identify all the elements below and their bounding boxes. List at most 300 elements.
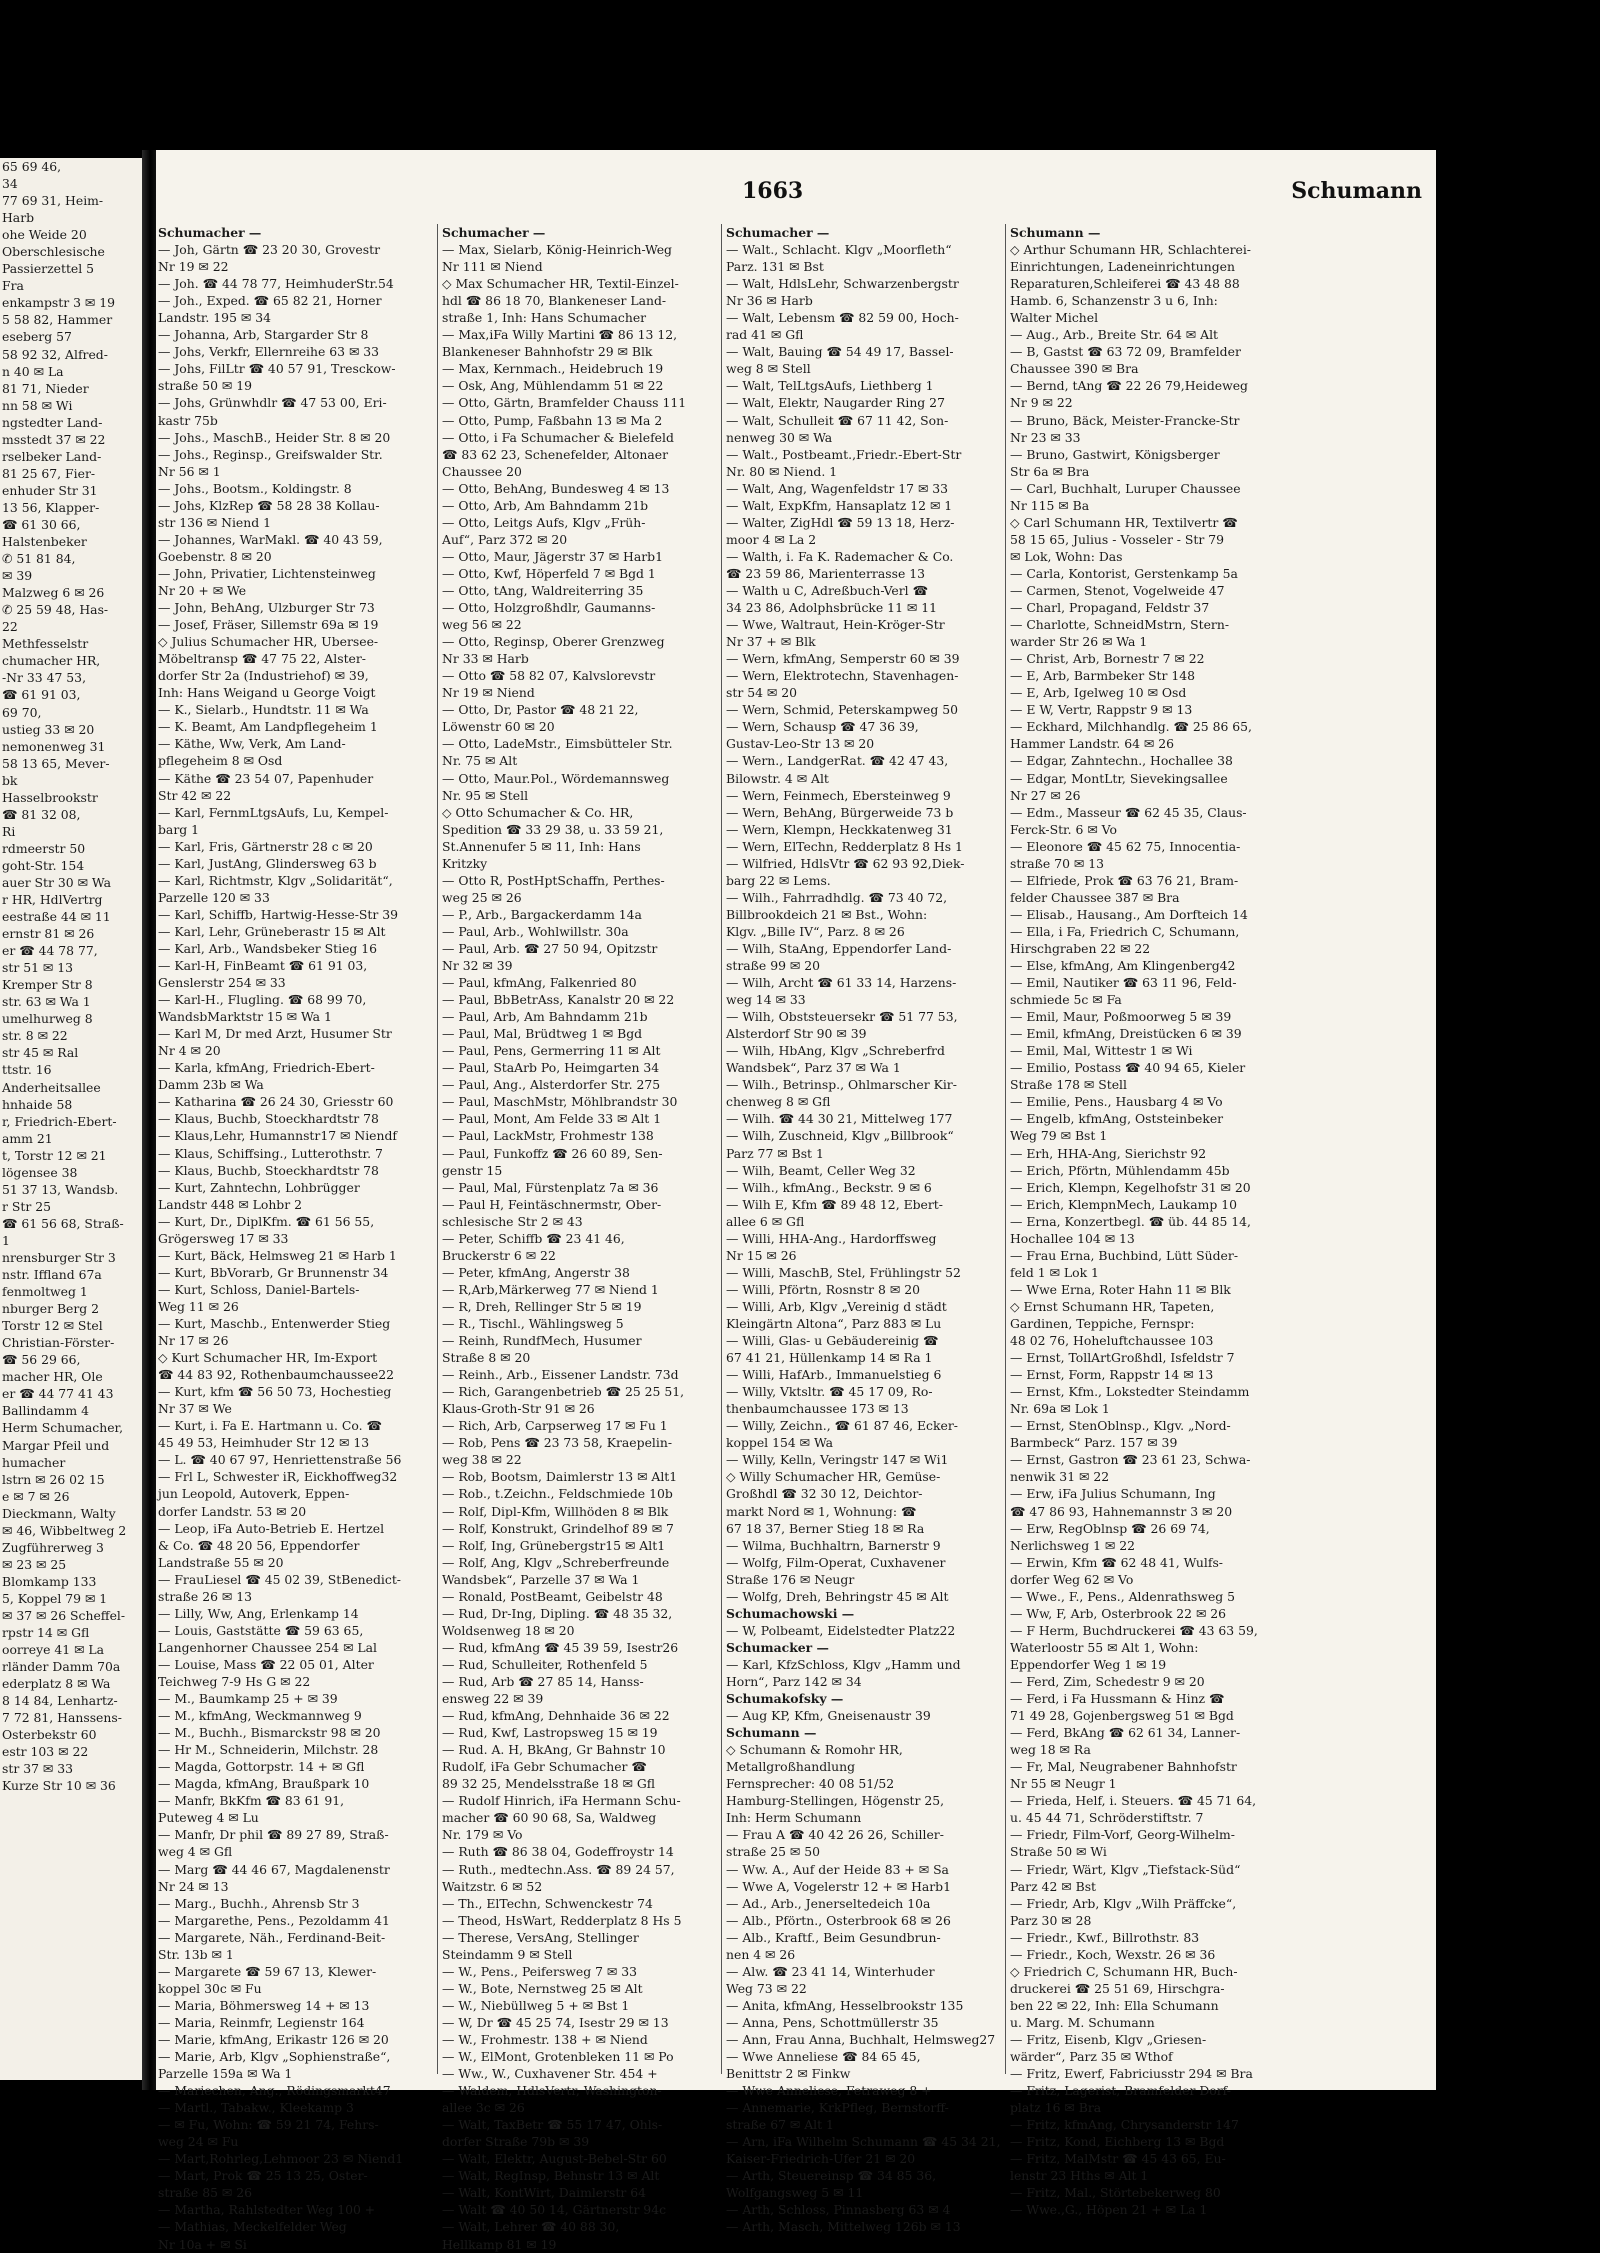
directory-entry-line: — Maria, Reinmfr, Legienstr 164	[158, 2014, 365, 2030]
directory-entry-line: — Willi, HafArb., Immanuelstieg 6	[726, 1367, 942, 1383]
directory-entry-line: — Arn, iFa Wilhelm Schumann ☎ 45 34 21,	[726, 2134, 1001, 2150]
directory-entry-line: — Walt, Elektr, August-Bebel-Str 60	[442, 2151, 667, 2167]
strip-line: lstrn ✉ 26 02 15	[2, 1471, 105, 1487]
directory-entry-line: — Walt., Postbeamt.,Friedr.-Ebert-Str	[726, 446, 962, 462]
directory-entry-line: — Karl, FernmLtgsAufs, Lu, Kempel-	[158, 804, 389, 820]
directory-page	[156, 150, 1436, 2252]
directory-entry-line: — Rud, Schulleiter, Rothenfeld 5	[442, 1656, 648, 1672]
directory-entry-line: — Fritz, kfmAng, Chrysanderstr 147	[1010, 2117, 1239, 2133]
directory-entry-line: Horn“, Parz 142 ✉ 34	[726, 1673, 862, 1689]
directory-entry-line: u. Marg. M. Schumann	[1010, 2014, 1155, 2030]
strip-line: Margar Pfeil und	[2, 1437, 110, 1453]
directory-entry-line: Puteweg 4 ✉ Lu	[158, 1810, 259, 1826]
strip-line: Blomkamp 133	[2, 1573, 97, 1589]
directory-entry-line: Genslerstr 254 ✉ 33	[158, 975, 286, 991]
strip-line: Passierzettel 5	[2, 261, 95, 277]
directory-entry-line: Kleingärtn Altona“, Parz 883 ✉ Lu	[726, 1316, 942, 1331]
directory-entry-line: — Rolf, Ing, Grünebergstr15 ✉ Alt1	[442, 1537, 666, 1553]
directory-entry-line: warder Str 26 ✉ Wa 1	[1010, 634, 1148, 650]
directory-entry-line: — Ruth ☎ 86 38 04, Godeffroystr 14	[442, 1844, 674, 1860]
directory-entry-line: — Otto, Maur, Jägerstr 37 ✉ Harb1	[442, 548, 663, 564]
directory-entry-line: — Wilh., Betrinsp., Ohlmarscher Kir-	[726, 1077, 957, 1093]
directory-entry-line: Ferck-Str. 6 ✉ Vo	[1010, 821, 1117, 837]
strip-line: r, Friedrich-Ebert-	[2, 1113, 117, 1129]
directory-entry-line: ◇ Otto Schumacher & Co. HR,	[442, 804, 634, 820]
directory-entry-line: — Martha, Rahlstedter Weg 100 +	[158, 2202, 376, 2218]
directory-entry-line: — Edgar, Zahntechn., Hochallee 38	[1010, 753, 1233, 769]
strip-line: 7 72 81, Hanssens-	[2, 1710, 122, 1726]
strip-line: 34	[2, 176, 18, 192]
directory-entry-line: — Alb., Kraftf., Beim Gesundbrun-	[726, 1929, 941, 1945]
directory-entry-line: Landstr. 195 ✉ 34	[158, 310, 271, 326]
strip-line: Hasselbrookstr	[2, 789, 98, 805]
directory-entry-line: dorfer Straße 79b ✉ 39	[442, 2134, 590, 2150]
directory-entry-line: Langenhorner Chaussee 254 ✉ Lal	[158, 1639, 378, 1655]
directory-entry-line: 71 49 28, Gojenbergsweg 51 ✉ Bgd	[1010, 1708, 1234, 1724]
directory-entry-line: schmiede 5c ✉ Fa	[1010, 992, 1122, 1008]
directory-entry-line: — Magda, kfmAng, Braußpark 10	[158, 1776, 370, 1792]
directory-entry-line: Alsterdorf Str 90 ✉ 39	[726, 1026, 867, 1042]
strip-line: ✉ 46, Wibbeltweg 2	[2, 1522, 127, 1538]
directory-entry-line: genstr 15	[442, 1162, 503, 1178]
directory-entry-line: — Otto, Reginsp, Oberer Grenzweg	[442, 634, 665, 650]
directory-entry-line: Nr 111 ✉ Niend	[442, 259, 543, 275]
directory-entry-line: — Wern, ElTechn, Redderplatz 8 Hs 1	[726, 838, 963, 854]
directory-entry-line: — Th., ElTechn, Schwenckestr 74	[442, 1895, 653, 1911]
directory-entry-line: Wandsbek“, Parz 37 ✉ Wa 1	[726, 1060, 901, 1076]
directory-entry-line: — M., Buchh., Bismarckstr 98 ✉ 20	[158, 1725, 381, 1741]
strip-line: eseberg 57	[2, 329, 72, 345]
directory-entry-line: — Friedr., Kwf., Billrothstr. 83	[1010, 1929, 1200, 1945]
directory-entry-line: straße 25 ✉ 50	[726, 1844, 820, 1860]
entry-columns	[156, 224, 1436, 2252]
strip-line: Dieckmann, Walty	[2, 1505, 116, 1521]
left-page-strip	[0, 158, 142, 2080]
directory-entry-line: — Wilh. ☎ 44 30 21, Mittelweg 177	[726, 1111, 953, 1127]
page-header	[156, 178, 1436, 218]
directory-entry-line: Bruckerstr 6 ✉ 22	[442, 1247, 556, 1263]
directory-entry-line: — Josef, Fräser, Sillemstr 69a ✉ 19	[158, 617, 379, 633]
strip-line: ✉ 39	[2, 568, 33, 584]
directory-entry-line: Möbeltransp ☎ 47 75 22, Alster-	[158, 651, 366, 667]
directory-entry-line: — Emilio, Postass ☎ 40 94 65, Kieler	[1010, 1060, 1246, 1076]
directory-entry-line: — Walt, ExpKfm, Hansaplatz 12 ✉ 1	[726, 497, 953, 513]
directory-entry-line: chenweg 8 ✉ Gfl	[726, 1094, 831, 1110]
strip-line: rselbeker Land-	[2, 448, 102, 464]
directory-entry-line: Walter Michel	[1010, 310, 1099, 326]
directory-entry-line: — Kurt, kfm ☎ 56 50 73, Hochestieg	[158, 1384, 392, 1400]
directory-entry-line: — Klaus, Buchb, Stoeckhardtstr 78	[158, 1162, 379, 1178]
directory-entry-line: Nr 20 + ✉ We	[158, 582, 247, 598]
directory-entry-line: kastr 75b	[158, 412, 218, 428]
directory-entry-line: Nr 23 ✉ 33	[1010, 429, 1081, 445]
strip-line: r HR, HdlVertrg	[2, 892, 103, 908]
directory-entry-line: ensweg 22 ✉ 39	[442, 1691, 544, 1707]
strip-line: r Str 25	[2, 1198, 51, 1214]
directory-entry-line: Str. 13b ✉ 1	[158, 1946, 234, 1962]
directory-entry-line: — W., Frohmestr. 138 + ✉ Niend	[442, 2031, 648, 2047]
directory-entry-line: Eppendorfer Weg 1 ✉ 19	[1010, 1656, 1167, 1672]
directory-entry-line: — Karl, Lehr, Grüneberastr 15 ✉ Alt	[158, 923, 386, 939]
directory-entry-line: Schumacher —	[726, 225, 830, 240]
directory-entry-line: — Karla, kfmAng, Friedrich-Ebert-	[158, 1060, 375, 1076]
directory-entry-line: — Erich, Pförtn, Mühlendamm 45b	[1010, 1162, 1230, 1178]
strip-line: umelhurweg 8	[2, 1011, 93, 1027]
directory-entry-line: — Otto, Leitgs Aufs, Klgv „Früh-	[442, 514, 646, 530]
directory-entry-line: & Co. ☎ 48 20 56, Eppendorfer	[158, 1537, 360, 1553]
directory-entry-line: Teichweg 7-9 Hs G ✉ 22	[158, 1673, 311, 1689]
directory-entry-line: — Emil, Maur, Poßmoorweg 5 ✉ 39	[1010, 1009, 1232, 1025]
directory-entry-line: Schumann —	[1010, 225, 1101, 240]
directory-entry-line: ◇ Carl Schumann HR, Textilvertr ☎	[1010, 514, 1238, 530]
strip-line: nn 58 ✉ Wi	[2, 397, 73, 413]
directory-entry-line: — Hr M., Schneiderin, Milchstr. 28	[158, 1742, 379, 1758]
directory-entry-line: — Walt, TaxBetr ☎ 55 17 47, Ohls-	[442, 2117, 663, 2133]
directory-entry-line: — Rud, Arb ☎ 27 85 14, Hanss-	[442, 1673, 644, 1689]
directory-entry-line: — Edm., Masseur ☎ 62 45 35, Claus-	[1010, 804, 1247, 820]
directory-entry-line: Wolfgangsweg 5 ✉ 11	[726, 2185, 864, 2201]
directory-entry-line: — Karl-H., Flugling. ☎ 68 99 70,	[158, 992, 367, 1008]
directory-entry-line: — Otto, Holzgroßhdlr, Gaumanns-	[442, 600, 656, 616]
directory-entry-line: — W, Dr ☎ 45 25 74, Isestr 29 ✉ 13	[442, 2014, 669, 2030]
directory-entry-line: — FrauLiesel ☎ 45 02 39, StBenedict-	[158, 1571, 401, 1587]
directory-entry-line: dorfer Landstr. 53 ✉ 20	[158, 1503, 307, 1519]
directory-entry-line: straße 99 ✉ 20	[726, 958, 820, 974]
directory-entry-line: — Wwe Erna, Roter Hahn 11 ✉ Blk	[1010, 1281, 1231, 1297]
directory-entry-line: Metallgroßhandlung	[726, 1759, 856, 1775]
directory-entry-line: Billbrookdeich 21 ✉ Bst., Wohn:	[726, 906, 928, 922]
strip-line: 58 13 65, Mever-	[2, 755, 110, 771]
directory-entry-line: — Wern, BehAng, Bürgerweide 73 b	[726, 804, 954, 820]
directory-entry-line: — Walt, Elektr, Naugarder Ring 27	[726, 395, 945, 411]
directory-entry-line: — Karl, KfzSchloss, Klgv „Hamm und	[726, 1656, 961, 1672]
directory-entry-line: — Frau Erna, Buchbind, Lütt Süder-	[1010, 1247, 1239, 1263]
strip-line: Kremper Str 8	[2, 977, 93, 993]
directory-entry-line: — Frau A ☎ 40 42 26 26, Schiller-	[726, 1827, 944, 1843]
directory-entry-line: Nr 10a + ✉ Si	[158, 2236, 247, 2252]
directory-entry-line: ☎ 23 59 86, Marienterrasse 13	[726, 565, 926, 581]
directory-entry-line: — Wern, Elektrotechn, Stavenhagen-	[726, 668, 959, 684]
directory-entry-line: — Bruno, Gastwirt, Königsberger	[1010, 446, 1220, 462]
directory-entry-line: Nr 19 ✉ Niend	[442, 685, 535, 701]
directory-entry-line: — Edgar, MontLtr, Sievekingsallee	[1010, 770, 1228, 786]
strip-line: nstr. Iffland 67a	[2, 1267, 102, 1283]
directory-entry-line: — Johs, Grünwhdlr ☎ 47 53 00, Eri-	[158, 395, 387, 411]
strip-line: ☎ 81 32 08,	[2, 806, 81, 822]
directory-entry-line: ◇ Schumann & Romohr HR,	[726, 1742, 903, 1758]
directory-entry-line: — Leop, iFa Auto-Betrieb E. Hertzel	[158, 1520, 385, 1536]
strip-line: ✆ 25 59 48, Has-	[2, 602, 109, 618]
directory-entry-line: — Erna, Konzertbegl. ☎ üb. 44 85 14,	[1010, 1213, 1251, 1229]
directory-entry-line: — Katharina ☎ 26 24 30, Griesstr 60	[158, 1094, 394, 1110]
directory-entry-line: St.Annenufer 5 ✉ 11, Inh: Hans	[442, 838, 641, 854]
directory-entry-line: — Alb., Pförtn., Osterbrook 68 ✉ 26	[726, 1912, 951, 1928]
directory-entry-line: — Karl, Richtmstr, Klgv „Solidarität“,	[158, 872, 393, 888]
directory-entry-line: ◇ Max Schumacher HR, Textil-Einzel-	[442, 276, 679, 292]
directory-entry-line: — Willi, Glas- u Gebäudereinig ☎	[726, 1333, 939, 1349]
directory-entry-line: Hamburg-Stellingen, Högenstr 25,	[726, 1793, 945, 1809]
strip-line: t, Torstr 12 ✉ 21	[2, 1147, 107, 1163]
directory-entry-line: — Ernst, StenOblnsp., Klgv. „Nord-	[1010, 1418, 1231, 1434]
directory-entry-line: Str 42 ✉ 22	[158, 787, 232, 803]
directory-entry-line: — W., Pens., Peifersweg 7 ✉ 33	[442, 1963, 637, 1979]
directory-entry-line: — Otto, Maur.Pol., Wördemannsweg	[442, 770, 670, 786]
directory-entry-line: Parz 42 ✉ Bst	[1010, 1878, 1097, 1894]
directory-entry-line: — Mart, Prok ☎ 25 13 25, Oster-	[158, 2168, 368, 2184]
directory-entry-line: — Kurt, BbVorarb, Gr Brunnenstr 34	[158, 1264, 389, 1280]
directory-entry-line: — Paul, Mal, Brüdtweg 1 ✉ Bgd	[442, 1026, 643, 1042]
directory-entry-line: Schumacher —	[158, 225, 262, 240]
directory-entry-line: straße 85 ✉ 26	[158, 2185, 252, 2201]
directory-entry-line: — Joh., Exped. ☎ 65 82 21, Horner	[158, 293, 382, 309]
directory-entry-line: 67 41 21, Hüllenkamp 14 ✉ Ra 1	[726, 1350, 933, 1366]
directory-entry-line: — Paul, MaschMstr, Möhlbrandstr 30	[442, 1094, 678, 1110]
directory-entry-line: — E, Arb, Igelweg 10 ✉ Osd	[1010, 685, 1187, 701]
directory-entry-line: Auf“, Parz 372 ✉ 20	[442, 531, 568, 547]
directory-entry-line: Parzelle 159a ✉ Wa 1	[158, 2066, 293, 2082]
directory-entry-line: — Otto, Pump, Faßbahn 13 ✉ Ma 2	[442, 412, 663, 428]
directory-entry-line: — Christ, Arb, Bornestr 7 ✉ 22	[1010, 651, 1205, 667]
directory-entry-line: — Otto, Arb, Am Bahndamm 21b	[442, 497, 649, 513]
directory-entry-line: — Reinh, RundfMech, Husumer	[442, 1333, 642, 1349]
directory-entry-line: — Johs, KlzRep ☎ 58 28 38 Kollau-	[158, 497, 380, 513]
directory-entry-line: — Friedr, Arb, Klgv „Wilh Präffcke“,	[1010, 1895, 1237, 1911]
strip-line: goht-Str. 154	[2, 857, 85, 873]
directory-entry-line: ◇ Arthur Schumann HR, Schlachterei-	[1010, 242, 1251, 258]
directory-entry-line: weg 18 ✉ Ra	[1010, 1742, 1091, 1758]
directory-entry-line: felder Chaussee 387 ✉ Bra	[1010, 889, 1180, 905]
directory-entry-line: — Fritz, Eisenb, Klgv „Griesen-	[1010, 2031, 1207, 2047]
strip-line: ohe Weide 20	[2, 227, 87, 243]
directory-entry-line: — Otto, LadeMstr., Eimsbütteler Str.	[442, 736, 673, 752]
directory-entry-line: — Fritz, Ewerf, Fabriciusstr 294 ✉ Bra	[1010, 2066, 1253, 2082]
directory-entry-line: — Friedr., Koch, Wexstr. 26 ✉ 36	[1010, 1946, 1216, 1962]
directory-entry-line: — Ernst, Form, Rappstr 14 ✉ 13	[1010, 1367, 1214, 1383]
directory-entry-line: Klaus-Groth-Str 91 ✉ 26	[442, 1401, 595, 1417]
strip-line: str. 63 ✉ Wa 1	[2, 994, 91, 1010]
directory-entry-line: — Rich, Garangenbetrieb ☎ 25 25 51,	[442, 1384, 685, 1400]
directory-entry-line: — Mart,Rohrleg,Lehmoor 23 ✉ Niend1	[158, 2151, 404, 2167]
directory-entry-line: Nr 37 + ✉ Blk	[726, 634, 816, 650]
strip-line: 81 25 67, Fier-	[2, 465, 96, 481]
directory-entry-line: — John, Privatier, Lichtensteinweg	[158, 565, 376, 581]
directory-entry-line: — Johs, Verkfr, Ellernreihe 63 ✉ 33	[158, 344, 380, 360]
directory-entry-line: — Wilh., Fahrradhdlg. ☎ 73 40 72,	[726, 889, 948, 905]
directory-entry-line: — B, Gastst ☎ 63 72 09, Bramfelder	[1010, 344, 1241, 360]
directory-entry-line: — Rud, Dr-Ing, Dipling. ☎ 48 35 32,	[442, 1605, 673, 1621]
directory-entry-line: markt Nord ✉ 1, Wohnung: ☎	[726, 1503, 917, 1519]
directory-entry-line: ✉ Lok, Wohn: Das	[1010, 548, 1123, 564]
directory-entry-line: — Frl L, Schwester iR, Eickhoffweg32	[158, 1469, 398, 1485]
directory-entry-line: — Margarete ☎ 59 67 13, Klewer-	[158, 1963, 377, 1979]
directory-entry-line: Straße 176 ✉ Neugr	[726, 1571, 855, 1587]
directory-entry-line: — Karl, Schiffb, Hartwig-Hesse-Str 39	[158, 906, 398, 922]
directory-entry-line: — Kurt, Bäck, Helmsweg 21 ✉ Harb 1	[158, 1247, 397, 1263]
directory-entry-line: Nr 55 ✉ Neugr 1	[1010, 1776, 1117, 1792]
directory-entry-line: jun Leopold, Autoverk, Eppen-	[158, 1486, 350, 1502]
directory-entry-line: — Walt, Bauing ☎ 54 49 17, Bassel-	[726, 344, 954, 360]
directory-entry-line: — Wwe., F., Pens., Aldenrathsweg 5	[1010, 1588, 1236, 1604]
directory-entry-line: — Walt, Schulleit ☎ 67 11 42, Son-	[726, 412, 949, 428]
directory-entry-line: — Max,iFa Willy Martini ☎ 86 13 12,	[442, 327, 678, 343]
directory-entry-line: — Paul, LackMstr, Frohmestr 138	[442, 1128, 654, 1144]
directory-entry-line: feld 1 ✉ Lok 1	[1010, 1264, 1099, 1280]
directory-entry-line: — Wwe Anneliese, Fetraweg 8 +	[726, 2083, 932, 2099]
directory-entry-line: Schumann —	[726, 1725, 817, 1741]
directory-entry-line: — Rolf, Konstrukt, Grindelhof 89 ✉ 7	[442, 1520, 674, 1536]
directory-entry-line: — Willi, Arb, Klgv „Vereinig d städt	[726, 1298, 947, 1314]
directory-entry-line: — Rob, Pens ☎ 23 73 58, Kraepelin-	[442, 1435, 673, 1451]
directory-entry-line: — Therese, VersAng, Stellinger	[442, 1929, 639, 1945]
directory-entry-line: Nr 37 ✉ We	[158, 1401, 232, 1417]
directory-entry-line: — Marg ☎ 44 46 67, Magdalenenstr	[158, 1861, 390, 1877]
strip-line: str 37 ✉ 33	[2, 1761, 73, 1777]
column-3	[724, 224, 1001, 2235]
directory-entry-line: Nr 33 ✉ Harb	[442, 651, 529, 667]
directory-entry-line: — Wilh, Beamt, Celler Weg 32	[726, 1162, 916, 1178]
directory-entry-line: koppel 154 ✉ Wa	[726, 1435, 834, 1451]
directory-entry-line: Parz. 131 ✉ Bst	[726, 259, 824, 275]
strip-line: ttstr. 16	[2, 1062, 52, 1078]
strip-line: nburger Berg 2	[2, 1301, 100, 1317]
directory-entry-line: — Arth, Masch, Mittelweg 126b ✉ 13	[726, 2219, 961, 2235]
directory-entry-line: 45 49 53, Heimhuder Str 12 ✉ 13	[158, 1435, 370, 1451]
strip-line: er ☎ 44 78 77,	[2, 943, 98, 959]
directory-entry-line: weg 38 ✉ 22	[442, 1452, 522, 1468]
directory-entry-line: — Emil, Mal, Wittestr 1 ✉ Wi	[1010, 1043, 1193, 1059]
directory-entry-line: weg 14 ✉ 33	[726, 992, 806, 1008]
strip-line: Herm Schumacher,	[2, 1420, 124, 1436]
directory-entry-line: — Johannes, WarMakl. ☎ 40 43 59,	[158, 531, 383, 547]
directory-entry-line: — Johs., Reginsp., Greifswalder Str.	[158, 446, 383, 462]
directory-entry-line: — Paul, Ang., Alsterdorfer Str. 275	[442, 1077, 661, 1093]
directory-entry-line: — E, Arb, Barmbeker Str 148	[1010, 668, 1196, 684]
directory-entry-line: — Margarethe, Pens., Pezoldamm 41	[158, 1912, 390, 1928]
running-head: Schumann	[1291, 178, 1422, 204]
directory-entry-line: Weg 79 ✉ Bst 1	[1010, 1128, 1108, 1144]
directory-entry-line: — Karl, Fris, Gärtnerstr 28 c ✉ 20	[158, 838, 373, 854]
directory-entry-line: ◇ Julius Schumacher HR, Ubersee-	[158, 634, 379, 650]
strip-line: 5 58 82, Hammer	[2, 312, 113, 328]
directory-entry-line: — Ronald, PostBeamt, Geibelstr 48	[442, 1588, 663, 1604]
directory-entry-line: — Karl, JustAng, Glindersweg 63 b	[158, 855, 377, 871]
directory-entry-line: — Otto, Dr, Pastor ☎ 48 21 22,	[442, 702, 639, 718]
directory-entry-line: — Rolf, Ang, Klgv „Schreberfreunde	[442, 1554, 670, 1570]
directory-entry-line: — Carmen, Stenot, Vogelweide 47	[1010, 582, 1225, 598]
directory-entry-line: — Martl., Tabakw., Kleekamp 3	[158, 2100, 354, 2116]
directory-entry-line: — Arth, Schloss, Pinnasberg 63 ✉ 4	[726, 2202, 951, 2218]
directory-entry-line: — Marg., Buchh., Ahrensb Str 3	[158, 1895, 360, 1911]
directory-entry-line: rad 41 ✉ Gfl	[726, 327, 804, 343]
directory-entry-line: — F Herm, Buchdruckerei ☎ 43 63 59,	[1010, 1622, 1258, 1638]
strip-line: hnhaide 58	[2, 1096, 73, 1112]
directory-entry-line: Bilowstr. 4 ✉ Alt	[726, 770, 829, 786]
directory-entry-line: — Rob, Bootsm, Daimlerstr 13 ✉ Alt1	[442, 1469, 678, 1485]
directory-entry-line: — Wilh, StaAng, Eppendorfer Land-	[726, 940, 952, 956]
strip-line: ngstedter Land-	[2, 414, 103, 430]
directory-entry-line: Nr. 80 ✉ Niend. 1	[726, 463, 838, 479]
strip-line: Methfesselstr	[2, 636, 89, 652]
strip-line: e ✉ 7 ✉ 26	[2, 1488, 70, 1504]
directory-entry-line: ◇ Willy Schumacher HR, Gemüse-	[726, 1469, 941, 1485]
directory-entry-line: Goebenstr. 8 ✉ 20	[158, 548, 272, 564]
strip-line: 69 70,	[2, 704, 42, 720]
directory-entry-line: — Kurt, Dr., DiplKfm. ☎ 61 56 55,	[158, 1213, 375, 1229]
directory-entry-line: Nr. 69a ✉ Lok 1	[1010, 1401, 1110, 1417]
strip-line: Fra	[2, 278, 24, 294]
directory-entry-line: barg 22 ✉ Lems.	[726, 872, 831, 888]
directory-entry-line: — Paul, Mal, Fürstenplatz 7a ✉ 36	[442, 1179, 659, 1195]
directory-entry-line: — Wwe.,G., Höpen 21 + ✉ La 1	[1010, 2202, 1208, 2218]
directory-entry-line: straße 70 ✉ 13	[1010, 855, 1104, 871]
directory-entry-line: Chaussee 20	[442, 463, 522, 479]
directory-entry-line: — Wwe, Waltraut, Hein-Kröger-Str	[726, 617, 945, 633]
directory-entry-line: ☎ 47 86 93, Hahnemannstr 3 ✉ 20	[1010, 1503, 1233, 1519]
strip-line: ☎ 61 56 68, Straß-	[2, 1215, 124, 1231]
directory-entry-line: — Walt, KontWirt, Daimlerstr 64	[442, 2185, 647, 2201]
directory-entry-line: — Reinh., Arb., Eissener Landstr. 73d	[442, 1367, 679, 1383]
directory-entry-line: Landstraße 55 ✉ 20	[158, 1554, 284, 1570]
directory-entry-line: — Marie, kfmAng, Erikastr 126 ✉ 20	[158, 2031, 389, 2047]
directory-entry-line: — Wilfried, HdlsVtr ☎ 62 93 92,Diek-	[726, 855, 965, 871]
directory-entry-line: — Wwe A, Vogelerstr 12 + ✉ Harb1	[726, 1878, 951, 1894]
directory-entry-line: Fernsprecher: 40 08 51/52	[726, 1776, 895, 1792]
strip-line: macher HR, Ole	[2, 1369, 103, 1385]
strip-line: str 45 ✉ Ral	[2, 1045, 79, 1061]
strip-line: 58 92 32, Alfred-	[2, 346, 108, 362]
directory-entry-line: — Ernst, Kfm., Lokstedter Steindamm	[1010, 1384, 1250, 1400]
directory-entry-line: — Aug KP, Kfm, Gneisenaustr 39	[726, 1708, 931, 1724]
directory-entry-line: — John, BehAng, Ulzburger Str 73	[158, 600, 375, 616]
directory-entry-line: — Ferd, Zim, Schedestr 9 ✉ 20	[1010, 1673, 1205, 1689]
directory-entry-line: — Paul, Arb., Wohlwillstr. 30a	[442, 923, 629, 939]
directory-entry-line: — ✉ Fu, Wohn: ☎ 59 21 74, Fehrs-	[158, 2117, 379, 2133]
directory-entry-line: — Willi, MaschB, Stel, Frühlingstr 52	[726, 1264, 961, 1280]
strip-line: nrensburger Str 3	[2, 1250, 116, 1265]
directory-entry-line: Nr 17 ✉ 26	[158, 1333, 229, 1349]
directory-entry-line: — Johs., Bootsm., Koldingstr. 8	[158, 480, 352, 496]
directory-entry-line: — Rud, Kwf, Lastropsweg 15 ✉ 19	[442, 1725, 658, 1741]
directory-entry-line: — Johs., MaschB., Heider Str. 8 ✉ 20	[158, 429, 391, 445]
strip-line: str. 8 ✉ 22	[2, 1028, 68, 1044]
directory-entry-line: weg 4 ✉ Gfl	[158, 1844, 233, 1860]
directory-entry-line: Kritzky	[442, 855, 488, 871]
directory-entry-line: Löwenstr 60 ✉ 20	[442, 719, 555, 735]
directory-entry-line: — Osk, Ang, Mühlendamm 51 ✉ 22	[442, 378, 664, 394]
directory-entry-line: — Karl M, Dr med Arzt, Husumer Str	[158, 1026, 392, 1042]
directory-entry-line: — Anna, Pens, Schottmüllerstr 35	[726, 2014, 939, 2030]
directory-entry-line: — Mathias, Meckelfelder Weg	[158, 2219, 347, 2235]
strip-line: oorreye 41 ✉ La	[2, 1642, 105, 1658]
directory-entry-line: weg 25 ✉ 26	[442, 889, 522, 905]
directory-entry-line: — Erh, HHA-Ang, Sierichstr 92	[1010, 1145, 1207, 1161]
directory-entry-line: — Maria, Böhmersweg 14 + ✉ 13	[158, 1997, 370, 2013]
directory-entry-line: — Mariechen, Ang., Rödingsmarkt47	[158, 2083, 391, 2099]
strip-line: estr 103 ✉ 22	[2, 1744, 89, 1760]
directory-entry-line: — Karl-H, FinBeamt ☎ 61 91 03,	[158, 958, 368, 974]
directory-entry-line: — Paul, BbBetrAss, Kanalstr 20 ✉ 22	[442, 992, 675, 1008]
directory-entry-line: — Charlotte, SchneidMstrn, Stern-	[1010, 617, 1230, 633]
directory-entry-line: — Wern., LandgerRat. ☎ 42 47 43,	[726, 753, 949, 769]
directory-entry-line: Einrichtungen, Ladeneinrichtungen	[1010, 259, 1235, 275]
strip-line: Ri	[2, 823, 16, 839]
directory-entry-line: — Otto, tAng, Waldreiterring 35	[442, 582, 644, 598]
directory-entry-line: ◇ Kurt Schumacher HR, Im-Export	[158, 1350, 378, 1366]
directory-entry-line: — Wilh, Zuschneid, Klgv „Billbrook“	[726, 1128, 954, 1144]
directory-entry-line: 34 23 86, Adolphsbrücke 11 ✉ 11	[726, 600, 937, 616]
directory-entry-line: thenbaumchaussee 173 ✉ 13	[726, 1401, 909, 1417]
directory-entry-line: str 54 ✉ 20	[726, 685, 797, 701]
